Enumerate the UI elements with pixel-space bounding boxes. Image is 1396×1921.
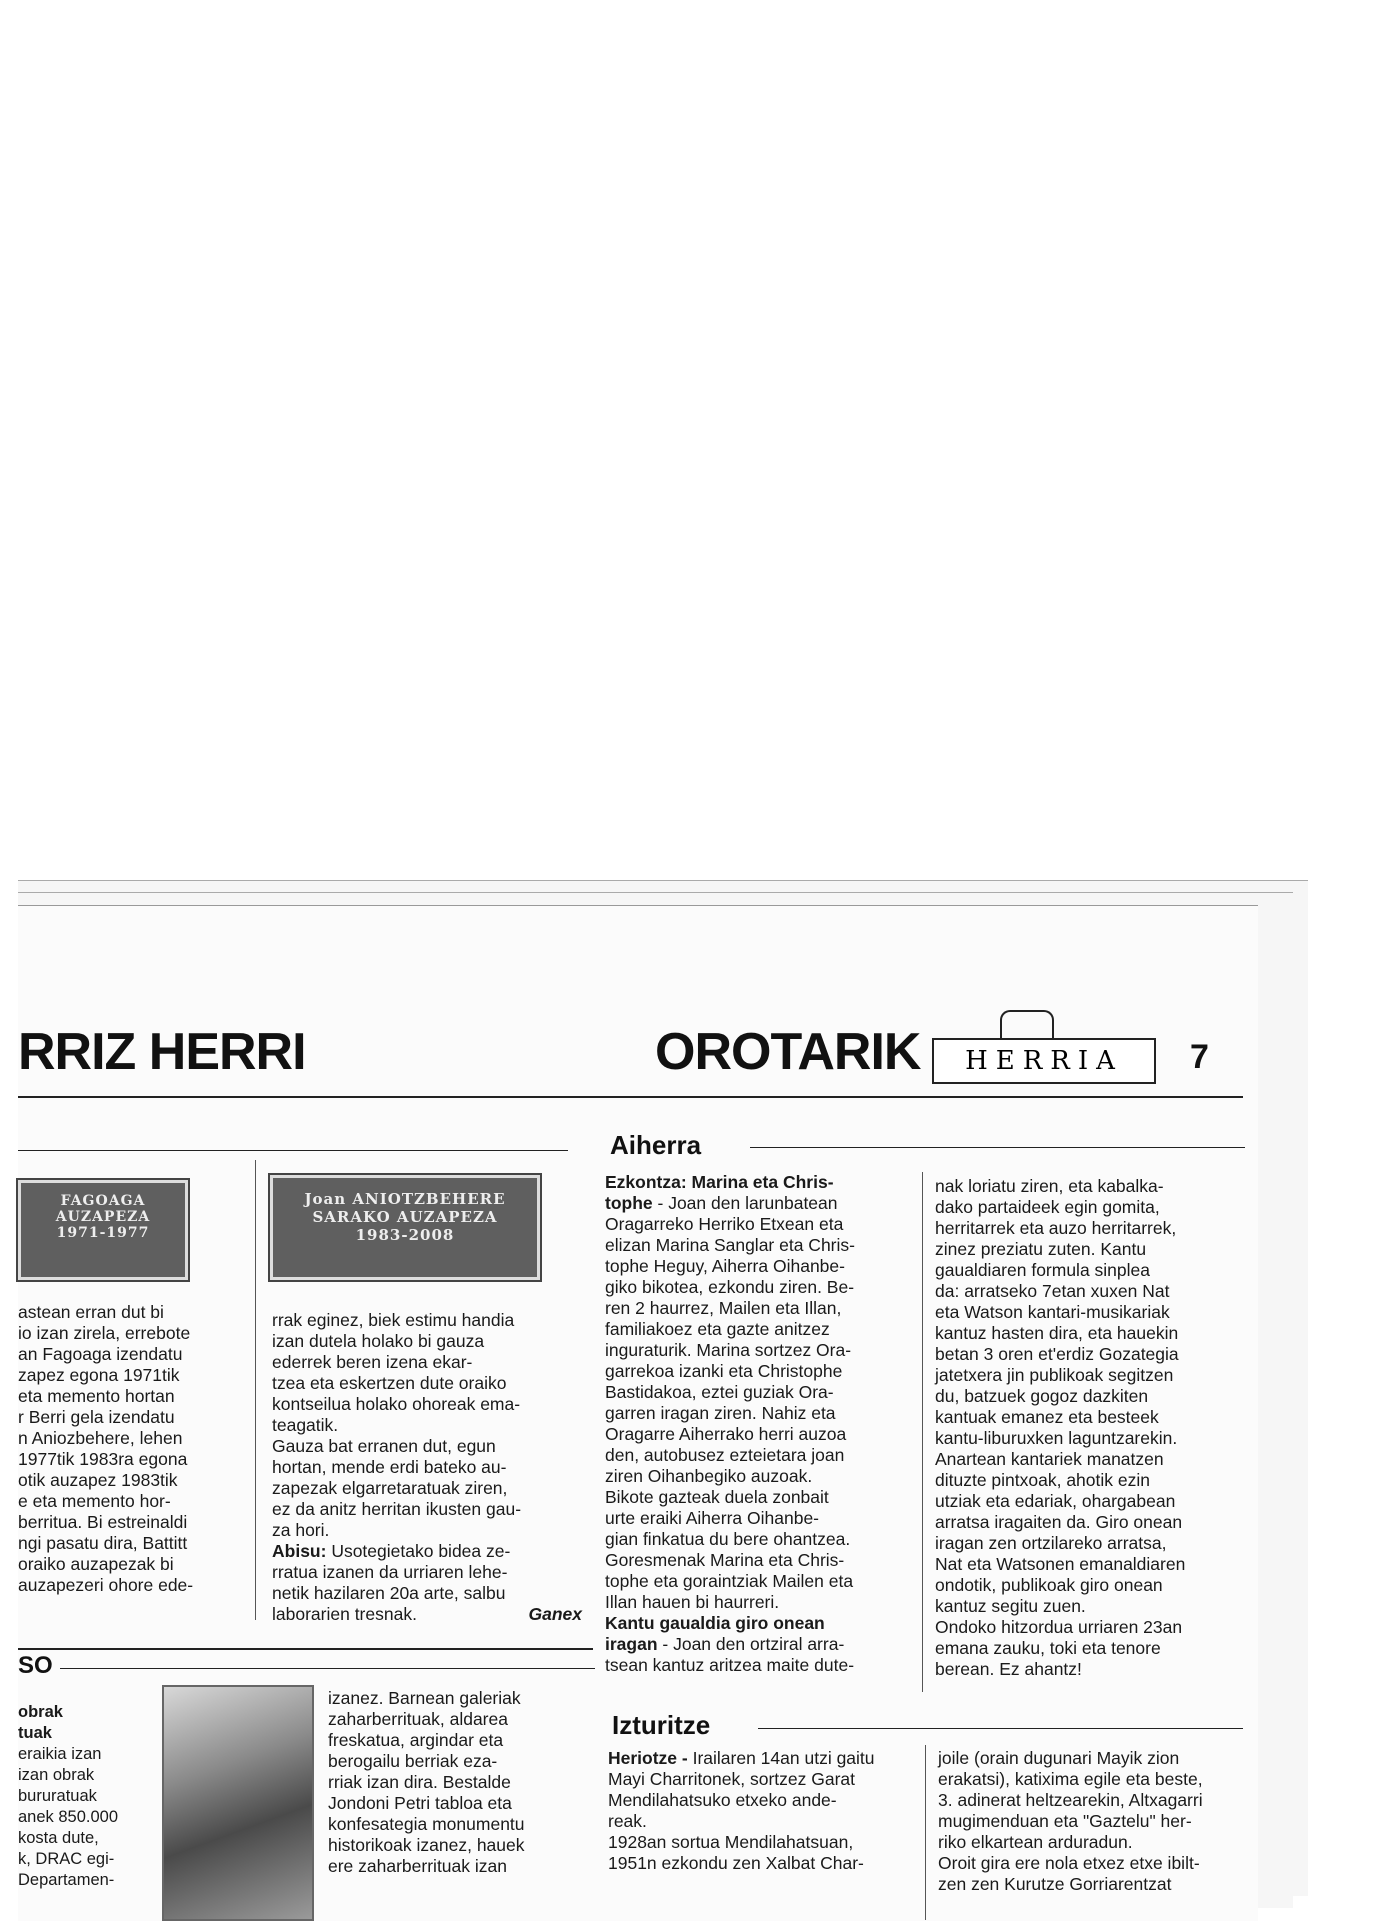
article-lead: Ezkontza: Marina eta Chris- (605, 1172, 834, 1192)
text-line: kantu-liburuxken laguntzarekin. (935, 1428, 1178, 1448)
plaque-aniotzbehere (270, 1175, 540, 1280)
text-line: historikoak izanez, hauek (328, 1835, 525, 1855)
section-rule (750, 1147, 1245, 1148)
text-line: kantuz hasten dira, eta hauekin (935, 1323, 1179, 1343)
text-line: anek 850.000 (18, 1808, 119, 1826)
article-column-middle (272, 1310, 582, 1625)
section-heading-clipped: SO (18, 1652, 53, 1679)
text-line: gaualdiaren formula sinplea (935, 1260, 1150, 1280)
text-line: Usotegietako bidea ze- (326, 1541, 511, 1561)
text-line: izan obrak (18, 1766, 95, 1784)
column-divider (255, 1160, 256, 1620)
text-line: Anartean kantariek manatzen (935, 1449, 1164, 1469)
text-line: zinez preziatu zuten. Kantu (935, 1239, 1147, 1259)
text-line: da: arratseko 7etan xuxen Nat (935, 1281, 1170, 1301)
text-line: Jondoni Petri tabloa eta (328, 1793, 512, 1813)
text-line: freskatua, argindar eta (328, 1730, 504, 1750)
plaque-line: 1983-2008 (355, 1226, 455, 1244)
text-line: Oragarre Aiherrako herri auzoa (605, 1424, 847, 1444)
text-line: eraikia izan (18, 1745, 102, 1763)
text-line: utziak eta edariak, ohargabean (935, 1491, 1176, 1511)
text-line: erakatsi), katixima egile eta beste, (938, 1769, 1203, 1789)
text-line: izanez. Barnean galeriak (328, 1688, 521, 1708)
text-line: herritarrek eta auzo herritarrek, (935, 1218, 1177, 1238)
text-line: netik hazilaren 20a arte, salbu (272, 1583, 506, 1603)
text-line: arratsa iragaiten da. Giro onean (935, 1512, 1183, 1532)
text-line: zaharberrituak, aldarea (328, 1709, 508, 1729)
text-line: ondotik, publikoak giro onean (935, 1575, 1163, 1595)
section-heading-aiherra: Aiherra (610, 1130, 702, 1160)
text-line: 1951n ezkondu zen Xalbat Char- (608, 1853, 864, 1873)
plaque-line: FAGOAGA (60, 1193, 146, 1209)
text-line: elizan Marina Sanglar eta Chris- (605, 1235, 855, 1255)
text-line: jatetxera jin publikoak segitzen (935, 1365, 1174, 1385)
text-line: ren 2 haurrez, Mailen eta Illan, (605, 1298, 842, 1318)
church-icon (1000, 1010, 1054, 1040)
text-line: - Joan den ortziral arra- (657, 1634, 845, 1654)
text-line: joile (orain dugunari Mayik zion (938, 1748, 1180, 1768)
text-line: Illan hauen bi haurreri. (605, 1592, 780, 1612)
text-line: riko elkartean arduradun. (938, 1832, 1133, 1852)
text-line: rratua izanen da urriaren lehe- (272, 1562, 508, 1582)
text-line: Bikote gazteak duela zonbait (605, 1487, 829, 1507)
author-signature: Ganex (528, 1604, 582, 1624)
text-line: kosta dute, (18, 1829, 99, 1847)
article-lead: Heriotze - (608, 1748, 688, 1768)
text-line: 3. adinerat heltzearekin, Altxagarri (938, 1790, 1203, 1810)
text-line: ez da anitz herritan ikusten gau- (272, 1499, 522, 1519)
text-line: gian finkatua du bere ohantzea. (605, 1529, 851, 1549)
text-line: betan 3 oren et'erdiz Gozategia (935, 1344, 1179, 1364)
text-line: teagatik. (272, 1415, 339, 1435)
article-column-bottom-left (18, 1702, 148, 1891)
text-line: nak loriatu ziren, eta kabalka- (935, 1176, 1164, 1196)
plaque-fagoaga (18, 1180, 188, 1280)
text-line: auzapezeri ohore ede- (18, 1575, 194, 1595)
text-line: r Berri gela izendatu (18, 1407, 175, 1427)
text-line: Departamen- (18, 1871, 115, 1889)
abisu-label: Abisu: (272, 1541, 327, 1561)
text-line: garrekoa izanki eta Christophe (605, 1361, 843, 1381)
text-line: tsean kantuz aritzea maite dute- (605, 1655, 855, 1675)
text-line: ngi pasatu dira, Battitt (18, 1533, 188, 1553)
text-line: ziren Oihanbegiko auzoak. (605, 1466, 813, 1486)
text-line: bururatuak (18, 1787, 97, 1805)
text-line: obrak (18, 1703, 63, 1721)
column-divider (922, 1172, 923, 1692)
plaque-line: AUZAPEZA (55, 1209, 151, 1225)
text-line: dituzte pintxoak, ahotik ezin (935, 1470, 1150, 1490)
text-line: giko bikotea, ezkondu ziren. Be- (605, 1277, 855, 1297)
text-line: ere zaharberrituak izan (328, 1856, 507, 1876)
page-number: 7 (1190, 1038, 1209, 1076)
text-line: reak. (608, 1811, 647, 1831)
section-rule (758, 1728, 1243, 1729)
text-line: berean. Ez ahantz! (935, 1659, 1082, 1679)
text-line: rriak izan dira. Bestalde (328, 1772, 511, 1792)
text-line: emana zauku, toki eta tenore (935, 1638, 1161, 1658)
text-line: kontseilua holako ohoreak ema- (272, 1394, 521, 1414)
izturitze-column-2 (938, 1748, 1238, 1895)
plaque-line: Joan ANIOTZBEHERE (304, 1190, 506, 1208)
aiherra-column-2 (935, 1176, 1235, 1680)
text-line: otik auzapez 1983tik (18, 1470, 178, 1490)
text-line: Goresmenak Marina eta Chris- (605, 1550, 845, 1570)
aiherra-column-1 (605, 1172, 910, 1676)
herria-logo (932, 1038, 1156, 1084)
text-line: 1928an sortua Mendilahatsuan, (608, 1832, 854, 1852)
text-line: zapez egona 1971tik (18, 1365, 180, 1385)
text-line: rrak eginez, biek estimu handia (272, 1310, 515, 1330)
text-line: kantuak emanez eta besteek (935, 1407, 1159, 1427)
text-line: laborarien tresnak. (272, 1604, 417, 1624)
text-line: 1977tik 1983ra egona (18, 1449, 188, 1469)
section-rule (60, 1668, 595, 1669)
text-line: dako partaideek egin gomita, (935, 1197, 1160, 1217)
text-line: Ondoko hitzordua urriaren 23an (935, 1617, 1183, 1637)
text-line: inguraturik. Marina sortzez Ora- (605, 1340, 852, 1360)
text-line: berogailu berriak eza- (328, 1751, 498, 1771)
text-line: e eta memento hor- (18, 1491, 171, 1511)
article-column-left (18, 1302, 233, 1596)
text-line: zapezak elgarretaratuak ziren, (272, 1478, 508, 1498)
izturitze-column-1 (608, 1748, 913, 1874)
text-line: Mayi Charritonek, sortzez Garat (608, 1769, 856, 1789)
article-column-bottom-middle (328, 1688, 583, 1877)
text-line: eta Watson kantari-musikariak (935, 1302, 1170, 1322)
text-line: iragan zen ortzilareko arratsa, (935, 1533, 1167, 1553)
text-line: astean erran dut bi (18, 1302, 164, 1322)
article-rule (18, 1150, 568, 1151)
text-line: hortan, mende erdi bateko au- (272, 1457, 507, 1477)
plaque-line: SARAKO AUZAPEZA (312, 1208, 498, 1226)
text-line: kantuz segitu zuen. (935, 1596, 1086, 1616)
text-line: den, autobusez ezteietara joan (605, 1445, 845, 1465)
text-line: urte eraiki Aiherra Oihanbe- (605, 1508, 819, 1528)
text-line: tzea eta eskertzen dute oraiko (272, 1373, 507, 1393)
church-altar-photo (162, 1685, 314, 1921)
text-line: - Joan den larunbatean (652, 1193, 838, 1213)
plaque-line: 1971-1977 (56, 1225, 150, 1241)
page-title-left: RRIZ HERRI (18, 1023, 306, 1081)
text-line: garren iragan ziren. Nahiz eta (605, 1403, 836, 1423)
text-line: familiakoez eta gazte anitzez (605, 1319, 830, 1339)
text-line: du, batzuek gogoz dazkiten (935, 1386, 1149, 1406)
text-line: Oroit gira ere nola etxez etxe ibilt- (938, 1853, 1200, 1873)
text-line: oraiko auzapezak bi (18, 1554, 174, 1574)
text-line: Oragarreko Herriko Etxean eta (605, 1214, 844, 1234)
logo-text: HERRIA (965, 1046, 1123, 1076)
text-line: tophe Heguy, Aiherra Oihanbe- (605, 1256, 845, 1276)
section-rule (18, 1648, 593, 1650)
text-line: Bastidakoa, eztei guziak Ora- (605, 1382, 834, 1402)
text-line: k, DRAC egi- (18, 1850, 115, 1868)
column-divider (925, 1745, 926, 1920)
text-line: za hori. (272, 1520, 330, 1540)
header-rule (18, 1096, 1243, 1098)
article-lead: tophe (605, 1193, 653, 1213)
text-line: io izan zirela, errebote (18, 1323, 191, 1343)
text-line: mugimenduan eta "Gaztelu" her- (938, 1811, 1192, 1831)
text-line: tophe eta goraintziak Mailen eta (605, 1571, 854, 1591)
text-line: eta memento hortan (18, 1386, 175, 1406)
text-line: an Fagoaga izendatu (18, 1344, 183, 1364)
page-title-right: OROTARIK (655, 1023, 921, 1081)
text-line: n Aniozbehere, lehen (18, 1428, 183, 1448)
text-line: konfesategia monumentu (328, 1814, 525, 1834)
text-line: Irailaren 14an utzi gaitu (687, 1748, 875, 1768)
text-line: izan dutela holako bi gauza (272, 1331, 485, 1351)
text-line: tuak (18, 1724, 52, 1742)
text-line: zen zen Kurutze Gorriarentzat (938, 1874, 1172, 1894)
text-line: berritua. Bi estreinaldi (18, 1512, 188, 1532)
text-line: Nat eta Watsonen emanaldiaren (935, 1554, 1186, 1574)
text-line: ederrek beren izena ekar- (272, 1352, 473, 1372)
section-heading-izturitze: Izturitze (612, 1710, 711, 1740)
text-line: Mendilahatsuko etxeko ande- (608, 1790, 837, 1810)
text-line: Gauza bat erranen dut, egun (272, 1436, 496, 1456)
article-lead: iragan (605, 1634, 658, 1654)
article-lead: Kantu gaualdia giro onean (605, 1613, 825, 1633)
